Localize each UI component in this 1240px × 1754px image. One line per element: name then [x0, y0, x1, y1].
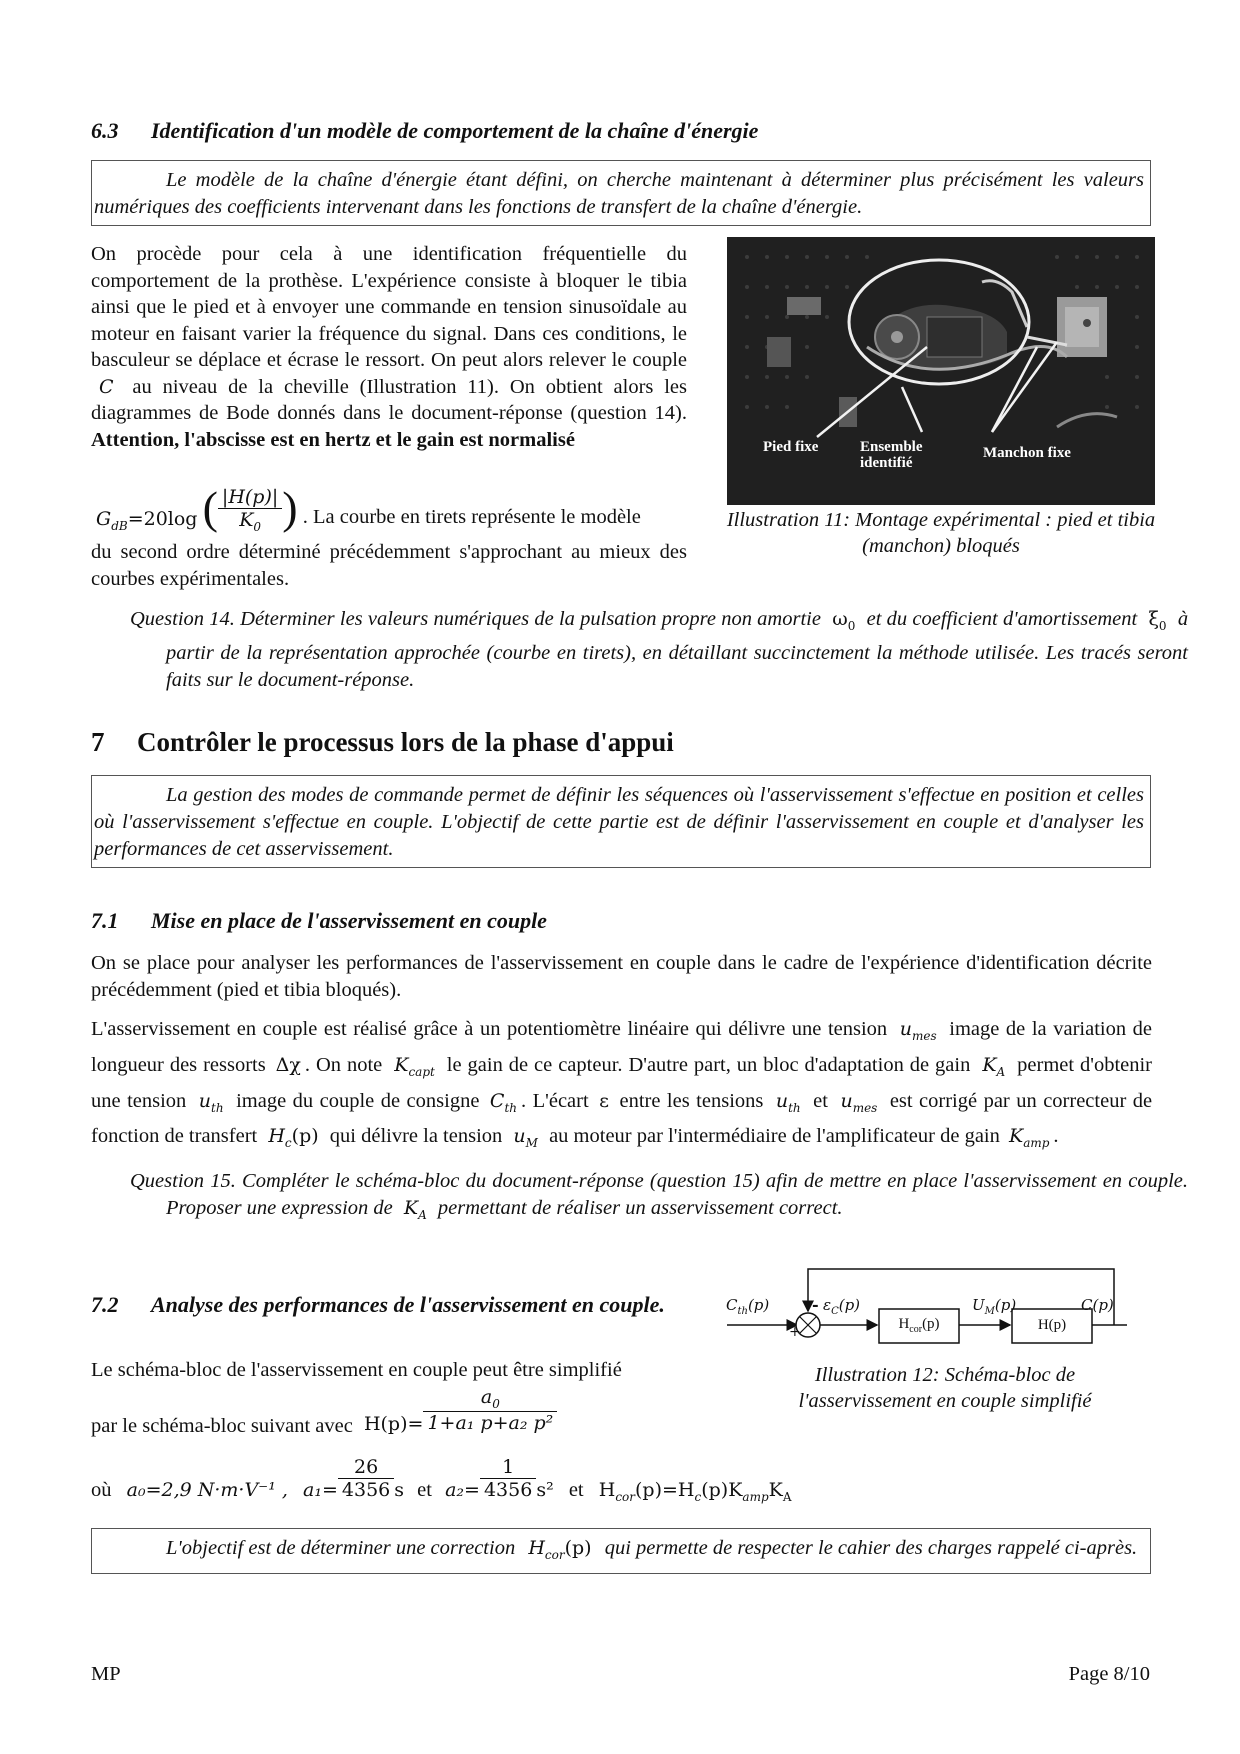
photo-label-pied: Pied fixe: [763, 439, 819, 455]
couple-symbol: C: [99, 375, 114, 398]
plant-label: H(p): [1037, 1317, 1067, 1333]
block-diagram: [727, 1262, 1127, 1362]
section-title: Identification d'un modèle de comportement de la chaîne d'énergie: [151, 118, 759, 143]
a1-fraction: $\frac{26}{4356}$: [338, 1456, 394, 1501]
coefficients-line: où a₀=2,9 N·m·V⁻¹ , a₁= $\frac{26}{4356}$ s et a₂= $\frac{1}{4356}$ s² et $H_{cor}(p)=H_c(p)K_{amp}K_A$: [91, 1456, 792, 1504]
section-number: 7.1: [91, 908, 119, 933]
intro-box-7: [91, 775, 1151, 868]
command-label: $U_M(p)$: [972, 1296, 1017, 1317]
section-number: 7: [91, 727, 105, 757]
photo-label-manchon: Manchon fixe: [983, 445, 1071, 461]
objective-box: L'objectif est de déterminer une correction $H_{cor}(p)$ qui permette de respecter le cahier des charges rappelé ci-après.: [91, 1528, 1151, 1574]
section-7-1-para-1: On se place pour analyser les performances de l'asservissement en couple dans le cadre de l'expérience d'identification décrite précédemment (pied et tibia bloqués).: [91, 952, 1152, 1001]
illustration-12-caption: Illustration 12: Schéma-bloc de l'asservissement en couple simplifié: [798, 1364, 1092, 1412]
section-7-2-para-1: Le schéma-bloc de l'asservissement en couple peut être simplifié: [91, 1359, 622, 1381]
identification-paragraph: On procède pour cela à une identification fréquentielle du comportement de la prothèse. L'expérience consiste à bloquer le tibia ainsi que le pied et à envoyer une commande en tension sinusoïdale au moteur en faisant varier la fréquence du signal. Dans ces conditions, le basculeur se déplace et écrase le ressort. On peut alors relever le couple C au niveau de la cheville (Illustration 11). On obtient alors les diagrammes de Bode donnés dans le document-réponse (question 14). Attention, l'abscisse est en hertz et le gain est normalisé: [91, 243, 688, 451]
a2-fraction: $\frac{1}{4356}$: [480, 1456, 536, 1501]
gain-fraction: $\frac{|H(p)|}{K_0}$: [218, 486, 282, 534]
section-7-1-heading: [91, 908, 547, 934]
experimental-setup-photo: [727, 237, 1155, 505]
illustration-11-caption: Illustration 11: Montage expérimental : pied et tibia (manchon) bloqués: [726, 509, 1156, 557]
question-14-label: Question 14.: [130, 608, 235, 630]
error-label: $\varepsilon_C(p)$: [823, 1296, 861, 1317]
output-label: C(p): [1081, 1296, 1114, 1314]
transfer-function-fraction: $\frac{a_0}{\text{1+a₁ p+a₂ p²}}$: [423, 1386, 557, 1434]
section-number: 7.2: [91, 1292, 119, 1317]
intro-box-6-3: [91, 160, 1151, 226]
question-14: Question 14. Déterminer les valeurs numériques de la pulsation propre non amortie $\omega_0$ et du coefficient d'amortissement $\xi_0$ à partir de la représentation approchée (courbe en tirets), en détaillant succinctement la méthode utilisée. Les tracés seront faits sur le document-réponse.: [130, 608, 1189, 691]
intro-box-text: La gestion des modes de commande permet de définir les séquences où l'asservissement s'effectue en position et celles où l'asservissement s'effectue en couple. L'objectif de cette partie est de définir l'asservissement en couple et d'analyser les performances de cet asservissement.: [94, 784, 1144, 860]
corrector-label: $H_{cor}(p)$: [898, 1316, 940, 1335]
section-7-1-para-2: L'asservissement en couple est réalisé grâce à un potentiomètre linéaire qui délivre une tension $u_{mes}$ image de la variation de longueur des ressorts Δχ . On note $K_{capt}$ le gain de ce capteur. D'autre part, un bloc d'adaptation de gain $K_A$ permet d'obtenir une tension $u_{th}$ image du couple de consigne $C_{th}$ . L'écart ε entre les tensions $u_{th}$ et $u_{mes}$ est corrigé par un correcteur de fonction de transfert $H_c(p)$ qui délivre la tension $u_M$ au moteur par l'intermédiaire de l'amplificateur de gain $K_{amp}$ .: [91, 1018, 1153, 1151]
section-7-heading: [91, 727, 674, 758]
intro-box-text: Le modèle de la chaîne d'énergie étant défini, on cherche maintenant à déterminer plus précisément les valeurs numériques des coefficients intervenant dans les fonctions de transfert de la chaîne d'énergie.: [94, 169, 1144, 218]
question-15: Question 15. Compléter le schéma-bloc du document-réponse (question 15) afin de mettre en place l'asservissement en couple. Proposer une expression de $K_A$ permettant de réaliser un asservissement correct.: [130, 1170, 1188, 1222]
section-number: 6.3: [91, 118, 119, 143]
block-diagram-svg: [727, 1262, 1127, 1362]
identification-paragraph-end: du second ordre déterminé précédemment s'approchant au mieux des courbes expérimentales.: [91, 541, 687, 590]
input-label: $C_{th}(p)$: [726, 1296, 770, 1317]
minus-sign: -: [812, 1295, 819, 1314]
attention-note: Attention, l'abscisse est en hertz et le gain est normalisé: [91, 428, 575, 451]
footer-left: MP: [91, 1663, 121, 1685]
question-15-label: Question 15.: [130, 1170, 236, 1192]
photo-label-ensemble: Ensemble identifié: [860, 439, 923, 471]
section-title: Mise en place de l'asservissement en couple: [151, 908, 547, 933]
page-number: Page 8/10: [1068, 1663, 1150, 1685]
section-title: Analyse des performances de l'asservissement en couple.: [151, 1292, 665, 1317]
plus-sign: +: [789, 1324, 801, 1340]
section-6-3-heading: [91, 118, 758, 144]
hcor-definition: $H_{cor}(p)=H_c(p)K_{amp}K_A$: [598, 1479, 792, 1504]
section-7-2-heading: [91, 1290, 763, 1320]
section-title: Contrôler le processus lors de la phase d'appui: [137, 727, 674, 757]
gain-formula-line: $G_{dB}=20\log$ ( $\frac{|H(p)|}{K_0}$ ) . La courbe en tirets représente le modèle: [96, 482, 641, 535]
transfer-function-line: par le schéma-bloc suivant avec H(p)= $\frac{a_0}{\text{1+a₁ p+a₂ p²}}$: [91, 1388, 711, 1448]
photo-illustration: [727, 237, 1155, 505]
